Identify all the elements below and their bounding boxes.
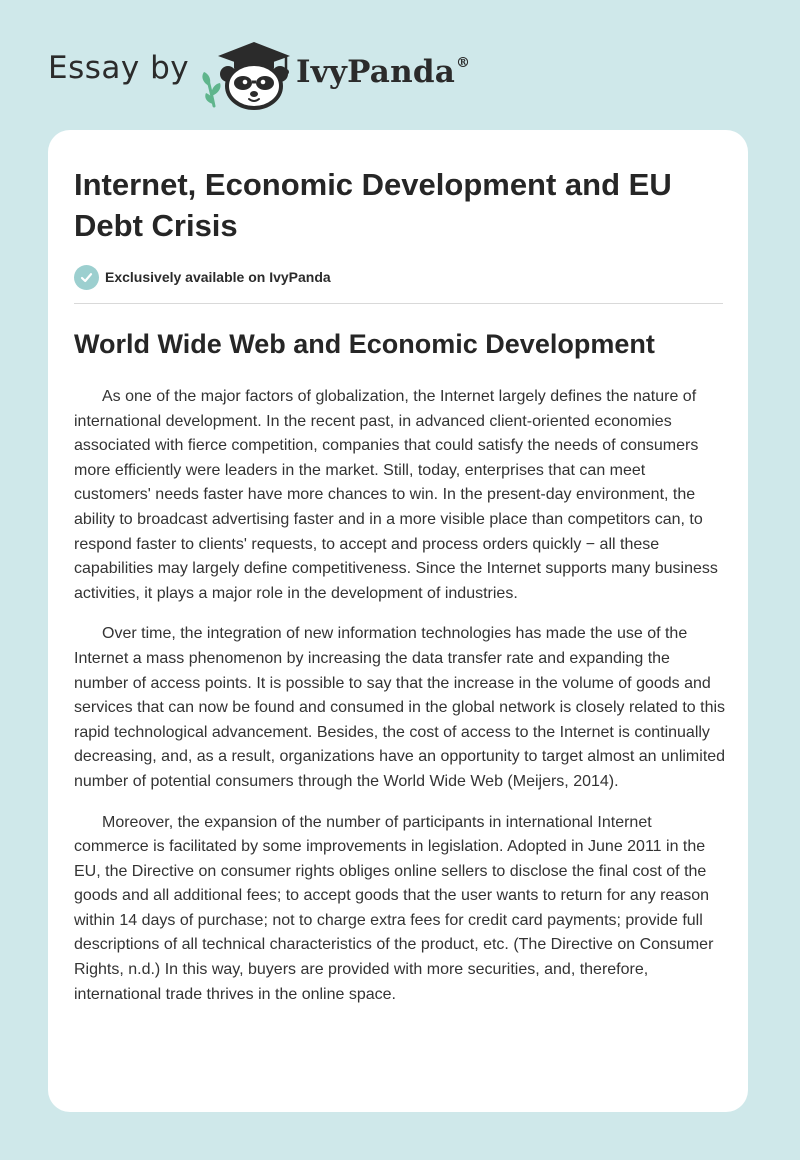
- registered-mark: ®: [456, 54, 471, 71]
- essay-title: Internet, Economic Development and EU Debt Crisis: [74, 167, 672, 243]
- essay-by-label: Essay by: [48, 50, 190, 86]
- paragraph: As one of the major factors of globalization, the Internet largely defines the nature of international development. In the recent past, in advanced client-oriented economies associated with fierce competition, companies that could satisfy the needs of consumers more efficiently were leaders in the market. Still, today, enterprises that can meet customers' needs faster have more chances to win. In the present-day environment, the ability to broadcast advertising faster and in a more visible place than competitors can, to respond faster to clients' requests, to accept and process orders quickly − all these capabilities may largely define competitiveness. Since the Internet supports many business activities, it plays a major role in the development of industries.: [74, 388, 718, 602]
- brand-name: IvyPanda: [296, 54, 455, 90]
- title-divider: [74, 303, 723, 304]
- check-circle-icon: [74, 265, 99, 290]
- essay-body: [74, 385, 726, 1023]
- section-heading: World Wide Web and Economic Development: [74, 329, 655, 359]
- exclusive-badge: [74, 264, 331, 290]
- paragraph: Moreover, the expansion of the number of participants in international Internet commerce is facilitated by some improvements in legislation. Adopted in June 2011 in the EU, the Directive on consumer rights obliges online sellers to disclose the final cost of the goods and all additional fees; to accept goods that the user wants to return for any reason within 14 days of purchase; not to charge extra fees for credit card payments; provide full descriptions of all technical characteristics of the product, etc. (The Directive on Consumer Rights, n.d.) In this way, buyers are provided with more securities, and, therefore, international trade thrives in the online space.: [74, 813, 714, 1003]
- essay-card: [48, 130, 748, 1112]
- site-header: [0, 0, 800, 130]
- panda-graduate-icon[interactable]: [200, 36, 292, 110]
- paragraph: Over time, the integration of new information technologies has made the use of the Internet a mass phenomenon by increasing the data transfer rate and expanding the number of access points. It is possible to say that the increase in the volume of goods and services that can now be found and consumed in the global network is closely related to this rapid technological advancement. Besides, the cost of access to the Internet is continually decreasing, and, as a result, organizations have an opportunity to target almost an unlimited number of potential consumers through the World Wide Web (Meijers, 2014).: [74, 625, 726, 790]
- exclusive-badge-text: Exclusively available on IvyPanda: [105, 269, 331, 285]
- ivypanda-brand[interactable]: [296, 54, 470, 90]
